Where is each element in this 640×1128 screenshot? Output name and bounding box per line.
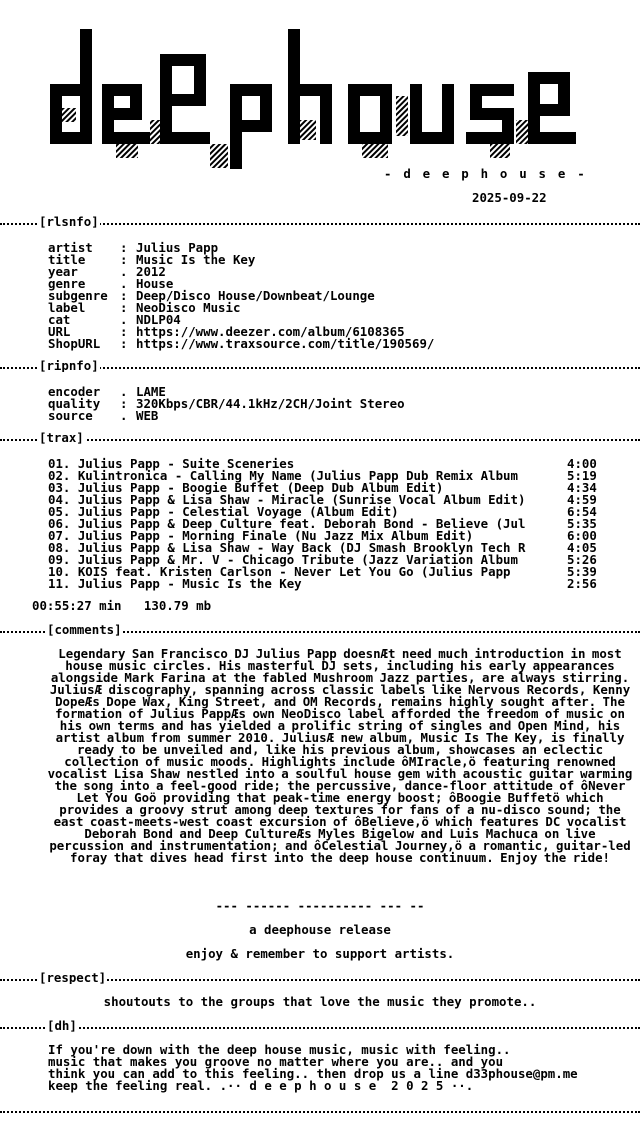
- release-date: 2025-09-22: [472, 190, 547, 205]
- track-row: 02. Kulintronica - Calling My Name (Julius Papp Dub Remix Album 5:19: [48, 468, 597, 483]
- section-label-respect: [respect]: [39, 972, 107, 984]
- dh-message: If you're down with the deep house music, music with feeling.. music that makes you groove no matter where you are.. and you think you can add to this feeling.. then drop us a line d33phouse@pm.me keep the feeling real. .·· d e e p h o u s e 2 0 2 5 ··.: [48, 1042, 578, 1093]
- section-label-dh: [dh]: [47, 1020, 77, 1032]
- section-divider-respect: [0, 972, 640, 984]
- section-divider-trax: [0, 432, 640, 444]
- support-line: enjoy & remember to support artists.: [185, 946, 455, 961]
- traxsource-link[interactable]: https://www.traxsource.com/title/190569/: [136, 336, 435, 351]
- track-row: 08. Julius Papp & Lisa Shaw - Way Back (DJ Smash Brooklyn Tech R 4:05: [48, 540, 597, 555]
- section-divider-ripnfo: [0, 360, 640, 372]
- info-row-url: URL : https://www.deezer.com/album/6108365: [48, 324, 405, 339]
- track-row: 07. Julius Papp - Morning Finale (Nu Jazz Mix Album Edit) 6:00: [48, 528, 597, 543]
- section-divider-rlsnfo: [0, 216, 640, 228]
- track-row: 11. Julius Papp - Music Is the Key 2:56: [48, 576, 597, 591]
- info-row-source: source . WEB: [48, 408, 159, 423]
- track-row: 10. KOIS feat. Kristen Carlson - Never Let You Go (Julius Papp 5:39: [48, 564, 597, 579]
- track-row: 06. Julius Papp & Deep Culture feat. Deborah Bond - Believe (Jul 5:35: [48, 516, 597, 531]
- deezer-link[interactable]: https://www.deezer.com/album/6108365: [136, 324, 405, 339]
- section-label-ripnfo: [ripnfo]: [39, 360, 99, 372]
- section-divider-dh: [0, 1020, 640, 1032]
- info-row-quality: quality : 320Kbps/CBR/44.1kHz/2CH/Joint Stereo: [48, 396, 405, 411]
- track-row: 04. Julius Papp & Lisa Shaw - Miracle (Sunrise Vocal Album Edit) 4:59: [48, 492, 597, 507]
- info-row-encoder: encoder . LAME: [48, 384, 166, 399]
- section-label-trax: [trax]: [39, 432, 84, 444]
- section-label-comments: [comments]: [47, 624, 122, 636]
- total-time-size: 00:55:27 min 130.79 mb: [32, 598, 212, 613]
- track-row: 09. Julius Papp & Mr. V - Chicago Tribute (Jazz Variation Album 5:26: [48, 552, 597, 567]
- deephouse-logo: [50, 24, 580, 174]
- release-notes: Legendary San Francisco DJ Julius Papp doesnÆt need much introduction in most house music circles. His masterful DJ sets, including his early appearances alongside Mark Farina at the fabled Mushroom Jazz parties, are always stirring. JuliusÆ discography, spanning across classic labels like Nervous Records, Kenny DopeÆs Dope Wax, King Street, and OM Records, remains highly sought after. The formation of Julius PappÆs own NeoDisco label afforded the freedom of music on his own terms and has yielded a prolific string of singles and Open Mind, his artist album from summer 2010. JuliusÆ new album, Music Is The Key, is finally ready to be unveiled and, like his previous album, showcases an eclectic collection of music moods. Highlights include ôMIracle,ö featuring renowned vocalist Lisa Shaw nestled into a soulful house gem with acoustic guitar warming the song into a feel-good ride; the percussive, dance-floor attitude of ôNever Let You Goö providing that peak-time energy boost; ôBoogie Buffetö which provides a groovy strut among deep textures for fans of a nu-disco sound; the east coast-meets-west coast excursion of ôBelieve,ö which features DC vocalist Deborah Bond and Deep CultureÆs Myles Bigelow and Luis Machuca on live percussion and instrumentation; and ôCelestial Journey,ö a romantic, guitar-led foray that dives head first into the deep house continuum. Enjoy the ride!: [47, 646, 633, 865]
- info-row-artist: artist : Julius Papp: [48, 240, 219, 255]
- track-row: 05. Julius Papp - Celestial Voyage (Album Edit) 6:54: [48, 504, 597, 519]
- track-row: 01. Julius Papp - Suite Sceneries 4:00: [48, 456, 597, 471]
- tagline: - d e e p h o u s e -: [384, 166, 587, 181]
- bottom-divider: [0, 1104, 640, 1116]
- respect-line: shoutouts to the groups that love the music they promote..: [103, 994, 537, 1009]
- dash-separator: --- ------ ---------- --- --: [215, 898, 425, 913]
- info-row-subgenre: subgenre : Deep/Disco House/Downbeat/Lounge: [48, 288, 375, 303]
- info-row-label: label : NeoDisco Music: [48, 300, 241, 315]
- release-line: a deephouse release: [249, 922, 391, 937]
- section-label-rlsnfo: [rlsnfo]: [39, 216, 99, 228]
- info-row-shopurl: ShopURL : https://www.traxsource.com/title/190569/: [48, 336, 435, 351]
- info-row-cat: cat . NDLP04: [48, 312, 181, 327]
- section-divider-comments: [0, 624, 640, 636]
- info-row-title: title : Music Is the Key: [48, 252, 256, 267]
- info-row-genre: genre . House: [48, 276, 174, 291]
- info-row-year: year . 2012: [48, 264, 166, 279]
- track-row: 03. Julius Papp - Boogie Buffet (Deep Dub Album Edit) 4:34: [48, 480, 597, 495]
